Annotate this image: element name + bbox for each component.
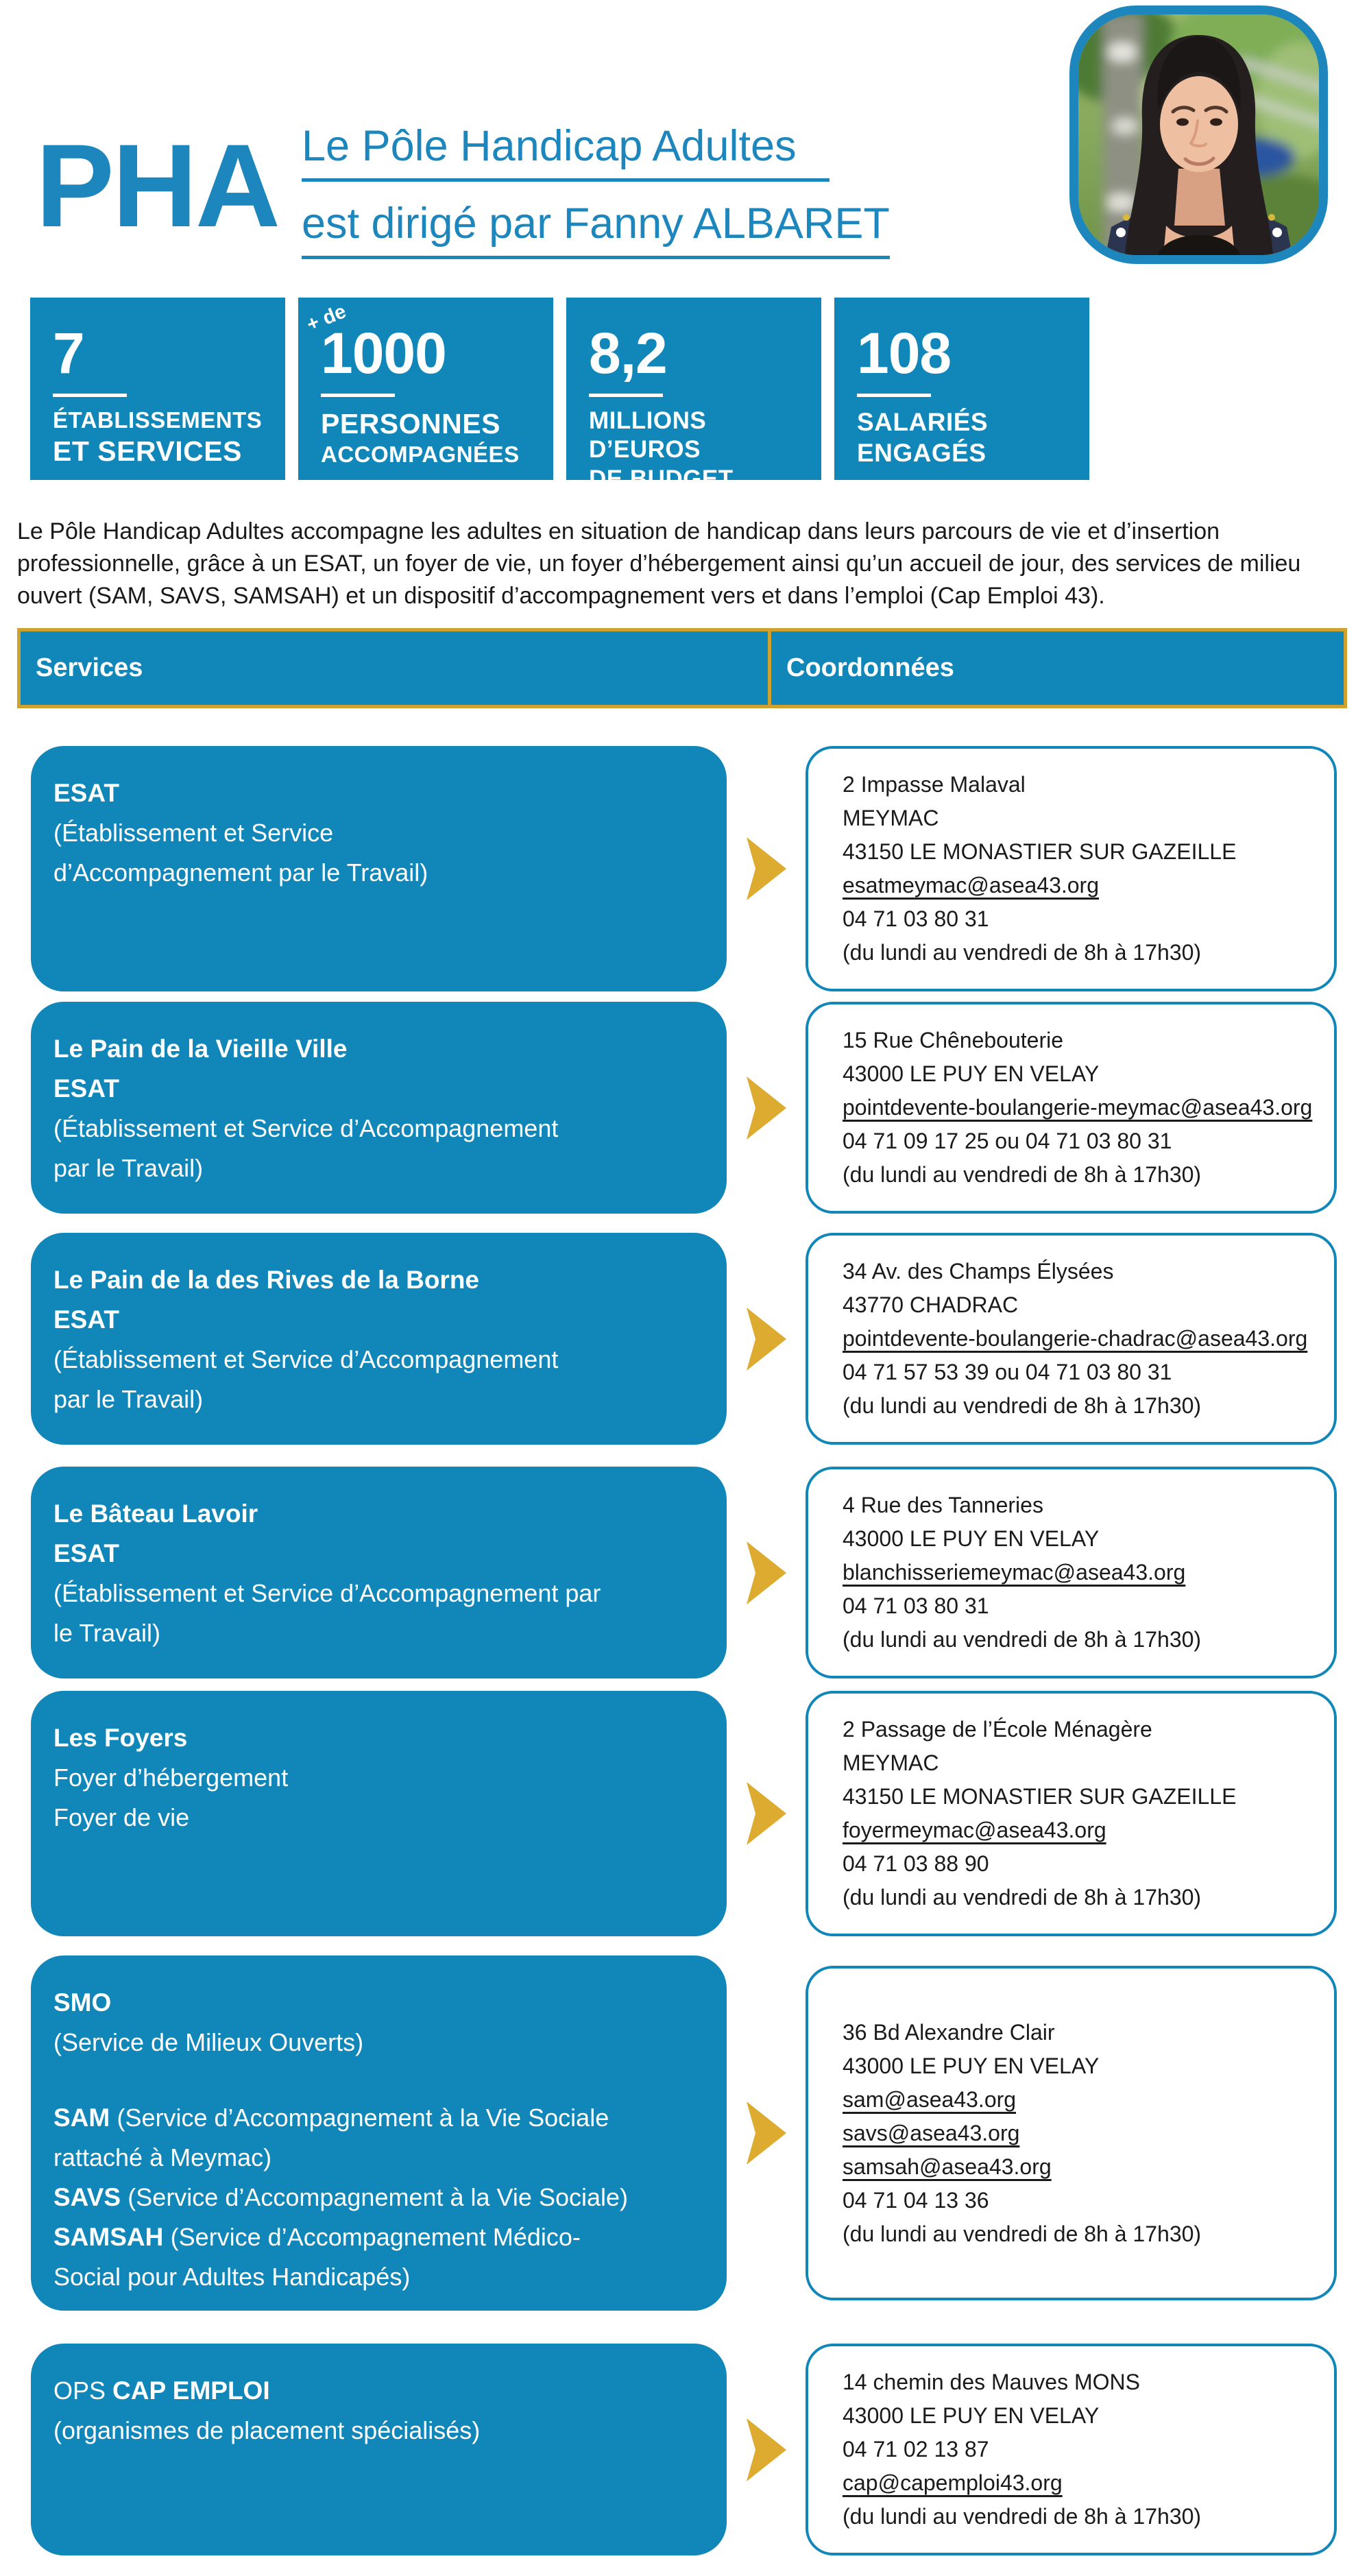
contact-hours: (du lundi au vendredi de 8h à 17h30) xyxy=(843,1393,1202,1418)
service-card xyxy=(31,746,727,991)
service-row-smo xyxy=(31,1955,1356,2311)
contact-card xyxy=(806,746,1337,991)
arrow-zone xyxy=(727,2102,806,2165)
contact-hours: (du lundi au vendredi de 8h à 17h30) xyxy=(843,1885,1202,1910)
arrow-zone xyxy=(727,1076,806,1140)
arrow-zone xyxy=(727,1308,806,1371)
email-link[interactable]: pointdevente-boulangerie-meymac@asea43.org xyxy=(843,1095,1313,1120)
contact-card xyxy=(806,2344,1337,2555)
service-card xyxy=(31,1002,727,1214)
email-link[interactable]: samsah@asea43.org xyxy=(843,2154,1052,2179)
email-link[interactable]: blanchisseriemeymac@asea43.org xyxy=(843,1560,1186,1585)
arrow-zone xyxy=(727,2418,806,2481)
email-link[interactable]: cap@capemploi43.org xyxy=(843,2470,1063,2495)
stat-value: 1000 xyxy=(321,321,446,385)
service-row-pain-vieille-ville xyxy=(31,1002,1356,1214)
hero-header xyxy=(0,0,1356,298)
email-link[interactable]: esatmeymac@asea43.org xyxy=(843,873,1099,898)
stat-label: SALARIÉS ENGAGÉS xyxy=(857,407,989,467)
service-line: (organismes de placement spécialisés) xyxy=(53,2416,481,2444)
table-header xyxy=(17,628,1347,708)
contact-address: 43150 LE MONASTIER SUR GAZEILLE xyxy=(843,1784,1237,1809)
service-line: le Travail) xyxy=(53,1619,161,1647)
arrow-right-icon xyxy=(747,1782,786,1845)
service-line: SMO xyxy=(53,1988,112,2017)
service-line: ESAT xyxy=(53,1074,119,1103)
intro-paragraph: Le Pôle Handicap Adultes accompagne les adultes en situation de handicap dans leurs parcours de vie et d’insertion professionnelle, grâce à un ESAT, un foyer de vie, un foyer d’hébergement ainsi qu’un accueil de jour, des services de milieu ouvert (SAM, SAVS, SAMSAH) et un dispositif d’accompagnement vers et dans l’emploi (Cap Emploi 43). xyxy=(17,518,1301,609)
service-line: Foyer d’hébergement xyxy=(53,1764,289,1792)
contact-hours: (du lundi au vendredi de 8h à 17h30) xyxy=(843,2221,1202,2246)
contact-phone: 04 71 09 17 25 ou 04 71 03 80 31 xyxy=(843,1129,1172,1153)
contact-address: 43000 LE PUY EN VELAY xyxy=(843,1061,1100,1086)
service-line: Social pour Adultes Handicapés) xyxy=(53,2263,411,2291)
service-line: (Établissement et Service d’Accompagnement xyxy=(53,1114,559,1142)
service-row-pain-rives-borne xyxy=(31,1233,1356,1445)
stat-underline xyxy=(321,394,395,397)
contact-card xyxy=(806,1966,1337,2300)
contact-hours: (du lundi au vendredi de 8h à 17h30) xyxy=(843,940,1202,965)
stat-prefix: + de xyxy=(303,300,350,336)
arrow-zone xyxy=(727,1782,806,1845)
service-card xyxy=(31,1233,727,1445)
service-line: rattaché à Meymac) xyxy=(53,2143,272,2171)
stat-underline xyxy=(53,394,127,397)
email-link[interactable]: foyermeymac@asea43.org xyxy=(843,1818,1106,1842)
service-line: (Établissement et Service xyxy=(53,819,334,847)
arrow-right-icon xyxy=(747,1541,786,1604)
service-row-foyers xyxy=(31,1691,1356,1936)
service-line: SAMSAH (Service d’Accompagnement Médico- xyxy=(53,2223,581,2251)
service-line: (Service de Milieux Ouverts) xyxy=(53,2028,364,2056)
contact-card xyxy=(806,1467,1337,1678)
stat-value: 108 xyxy=(857,321,952,385)
arrow-right-icon xyxy=(747,1308,786,1371)
service-row-cap-emploi xyxy=(31,2344,1356,2555)
contact-address: 43000 LE PUY EN VELAY xyxy=(843,1526,1100,1551)
service-line: Les Foyers xyxy=(53,1724,188,1752)
contact-address: 2 Passage de l’École Ménagère xyxy=(843,1717,1152,1742)
contact-address: 43000 LE PUY EN VELAY xyxy=(843,2053,1100,2078)
service-line: d’Accompagnement par le Travail) xyxy=(53,858,428,887)
contact-card xyxy=(806,1691,1337,1936)
arrow-zone xyxy=(727,1541,806,1604)
service-line: Foyer de vie xyxy=(53,1803,190,1831)
service-line: (Établissement et Service d’Accompagnement xyxy=(53,1345,559,1373)
page-title: PHA xyxy=(36,120,279,252)
contact-address: 4 Rue des Tanneries xyxy=(843,1493,1043,1517)
stat-card-budget xyxy=(566,298,821,493)
service-line: ESAT xyxy=(53,1305,119,1334)
arrow-right-icon xyxy=(747,837,786,900)
email-link[interactable]: savs@asea43.org xyxy=(843,2120,1020,2145)
director-heading xyxy=(302,122,890,259)
contact-address: 15 Rue Chênebouterie xyxy=(843,1028,1064,1052)
service-line: Le Bâteau Lavoir xyxy=(53,1500,258,1528)
service-row-bateau-lavoir xyxy=(31,1467,1356,1678)
services-column-header: Services xyxy=(21,631,771,705)
contact-hours: (du lundi au vendredi de 8h à 17h30) xyxy=(843,1162,1202,1187)
service-line-spacer xyxy=(53,2062,706,2098)
contact-phone: 04 71 03 80 31 xyxy=(843,906,989,931)
service-card xyxy=(31,1467,727,1678)
stat-underline xyxy=(857,394,931,397)
portrait-illustration xyxy=(1078,14,1319,255)
service-line: Le Pain de la des Rives de la Borne xyxy=(53,1266,480,1294)
service-line: SAM (Service d’Accompagnement à la Vie Sociale xyxy=(53,2104,609,2132)
contact-phone: 04 71 03 80 31 xyxy=(843,1593,989,1618)
service-row-esat xyxy=(31,746,1356,991)
contact-address: MEYMAC xyxy=(843,1750,939,1775)
contact-address: 43000 LE PUY EN VELAY xyxy=(843,2403,1100,2428)
contact-address: MEYMAC xyxy=(843,806,939,830)
service-line: ESAT xyxy=(53,1539,119,1567)
stat-label: MILLIONS D’EUROS DE BUDGET xyxy=(589,407,734,493)
contact-address: 14 chemin des Mauves MONS xyxy=(843,2370,1140,2394)
contact-phone: 04 71 04 13 36 xyxy=(843,2187,989,2213)
contact-address: 2 Impasse Malaval xyxy=(843,772,1026,797)
service-line: (Établissement et Service d’Accompagnement par xyxy=(53,1579,601,1607)
service-line: OPS CAP EMPLOI xyxy=(53,2376,270,2405)
contact-address: 34 Av. des Champs Élysées xyxy=(843,1259,1114,1284)
contact-phone: 04 71 02 13 87 xyxy=(843,2437,989,2461)
contact-address: 36 Bd Alexandre Clair xyxy=(843,2019,1055,2045)
contact-phone: 04 71 57 53 39 ou 04 71 03 80 31 xyxy=(843,1360,1172,1384)
arrow-right-icon xyxy=(747,1076,786,1140)
director-heading-line1: Le Pôle Handicap Adultes xyxy=(302,125,830,182)
email-link[interactable]: sam@asea43.org xyxy=(843,2086,1017,2112)
arrow-right-icon xyxy=(747,2418,786,2481)
stat-value: 7 xyxy=(53,321,84,385)
service-line: ESAT xyxy=(53,779,119,807)
stat-card-personnes xyxy=(298,298,553,480)
service-card xyxy=(31,1955,727,2311)
email-link[interactable]: pointdevente-boulangerie-chadrac@asea43.org xyxy=(843,1326,1308,1351)
director-heading-line2: est dirigé par Fanny ALBARET xyxy=(302,202,890,259)
stats-row xyxy=(30,298,1356,493)
arrow-zone xyxy=(727,837,806,900)
service-card xyxy=(31,2344,727,2555)
service-line: par le Travail) xyxy=(53,1385,204,1413)
service-line: Le Pain de la Vieille Ville xyxy=(53,1035,348,1063)
director-portrait-photo xyxy=(1069,5,1328,264)
service-line: par le Travail) xyxy=(53,1154,204,1182)
stat-card-etablissements xyxy=(30,298,285,480)
contact-address: 43150 LE MONASTIER SUR GAZEILLE xyxy=(843,839,1237,864)
contact-address: 43770 CHADRAC xyxy=(843,1292,1019,1317)
coordonnees-column-header: Coordonnées xyxy=(786,653,954,682)
stat-underline xyxy=(589,394,663,397)
arrow-right-icon xyxy=(747,2102,786,2165)
stat-value: 8,2 xyxy=(589,321,667,385)
contact-card xyxy=(806,1002,1337,1214)
service-card xyxy=(31,1691,727,1936)
service-line: SAVS (Service d’Accompagnement à la Vie Sociale) xyxy=(53,2183,628,2211)
contact-hours: (du lundi au vendredi de 8h à 17h30) xyxy=(843,2504,1202,2529)
stat-card-salaries xyxy=(834,298,1089,480)
stat-label: ÉTABLISSEMENTS ET SERVICES xyxy=(53,407,263,468)
stat-label: PERSONNES ACCOMPAGNÉES xyxy=(321,407,520,467)
contact-card xyxy=(806,1233,1337,1445)
contact-hours: (du lundi au vendredi de 8h à 17h30) xyxy=(843,1627,1202,1652)
contact-phone: 04 71 03 88 90 xyxy=(843,1851,989,1876)
